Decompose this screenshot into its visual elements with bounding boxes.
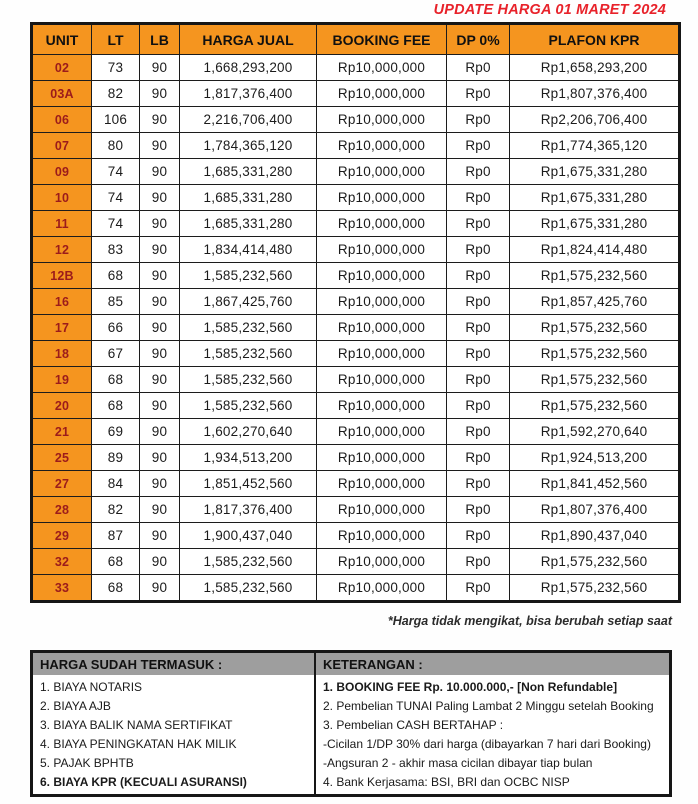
booking-fee-cell: Rp10,000,000 xyxy=(317,523,447,549)
booking-fee-cell: Rp10,000,000 xyxy=(317,367,447,393)
lb-cell: 90 xyxy=(140,341,180,367)
included-panel-title: HARGA SUDAH TERMASUK : xyxy=(33,653,314,675)
unit-cell: 10 xyxy=(32,185,92,211)
plafon-kpr-cell: Rp1,592,270,640 xyxy=(510,419,680,445)
dp-cell: Rp0 xyxy=(447,133,510,159)
lb-cell: 90 xyxy=(140,445,180,471)
plafon-kpr-cell: Rp1,575,232,560 xyxy=(510,341,680,367)
lt-cell: 68 xyxy=(92,367,140,393)
dp-cell: Rp0 xyxy=(447,159,510,185)
booking-fee-cell: Rp10,000,000 xyxy=(317,471,447,497)
table-row xyxy=(32,263,680,289)
column-header: PLAFON KPR xyxy=(510,24,680,55)
lt-cell: 68 xyxy=(92,393,140,419)
column-header: LT xyxy=(92,24,140,55)
harga-jual-cell: 1,834,414,480 xyxy=(180,237,317,263)
table-row xyxy=(32,55,680,81)
dp-cell: Rp0 xyxy=(447,263,510,289)
booking-fee-cell: Rp10,000,000 xyxy=(317,159,447,185)
plafon-kpr-cell: Rp1,824,414,480 xyxy=(510,237,680,263)
booking-fee-cell: Rp10,000,000 xyxy=(317,263,447,289)
table-row xyxy=(32,81,680,107)
booking-fee-cell: Rp10,000,000 xyxy=(317,341,447,367)
table-row xyxy=(32,575,680,602)
table-row xyxy=(32,133,680,159)
lb-cell: 90 xyxy=(140,575,180,602)
harga-jual-cell: 1,602,270,640 xyxy=(180,419,317,445)
lt-cell: 74 xyxy=(92,211,140,237)
keterangan-list-item: 1. BOOKING FEE Rp. 10.000.000,- [Non Refundable] xyxy=(323,680,618,695)
harga-jual-cell: 1,685,331,280 xyxy=(180,185,317,211)
plafon-kpr-cell: Rp1,575,232,560 xyxy=(510,549,680,575)
price-disclaimer: *Harga tidak mengikat, bisa berubah setiap saat xyxy=(387,614,672,628)
lt-cell: 68 xyxy=(92,575,140,602)
unit-cell: 27 xyxy=(32,471,92,497)
unit-cell: 11 xyxy=(32,211,92,237)
unit-cell: 17 xyxy=(32,315,92,341)
lt-cell: 83 xyxy=(92,237,140,263)
unit-cell: 07 xyxy=(32,133,92,159)
unit-cell: 29 xyxy=(32,523,92,549)
dp-cell: Rp0 xyxy=(447,185,510,211)
included-list-item: 5. PAJAK BPHTB xyxy=(40,755,134,770)
plafon-kpr-cell: Rp1,675,331,280 xyxy=(510,185,680,211)
plafon-kpr-cell: Rp1,675,331,280 xyxy=(510,159,680,185)
lt-cell: 68 xyxy=(92,263,140,289)
included-list xyxy=(33,675,314,794)
harga-jual-cell: 1,900,437,040 xyxy=(180,523,317,549)
plafon-kpr-cell: Rp1,675,331,280 xyxy=(510,211,680,237)
keterangan-list-item: 3. Pembelian CASH BERTAHAP : xyxy=(323,718,504,733)
table-row xyxy=(32,497,680,523)
booking-fee-cell: Rp10,000,000 xyxy=(317,107,447,133)
table-row xyxy=(32,211,680,237)
column-header: BOOKING FEE xyxy=(317,24,447,55)
plafon-kpr-cell: Rp1,924,513,200 xyxy=(510,445,680,471)
dp-cell: Rp0 xyxy=(447,367,510,393)
included-list-item: 1. BIAYA NOTARIS xyxy=(40,680,143,695)
table-row xyxy=(32,185,680,211)
booking-fee-cell: Rp10,000,000 xyxy=(317,81,447,107)
plafon-kpr-cell: Rp1,575,232,560 xyxy=(510,575,680,602)
table-row xyxy=(32,419,680,445)
keterangan-list-item: -Cicilan 1/DP 30% dari harga (dibayarkan 7 hari dari Booking) xyxy=(323,736,651,751)
lb-cell: 90 xyxy=(140,81,180,107)
table-row xyxy=(32,393,680,419)
dp-cell: Rp0 xyxy=(447,549,510,575)
harga-jual-cell: 2,216,706,400 xyxy=(180,107,317,133)
table-row xyxy=(32,523,680,549)
table-header xyxy=(32,24,680,55)
lb-cell: 90 xyxy=(140,185,180,211)
unit-cell: 28 xyxy=(32,497,92,523)
price-table-body xyxy=(32,55,680,602)
table-row xyxy=(32,367,680,393)
dp-cell: Rp0 xyxy=(447,393,510,419)
lb-cell: 90 xyxy=(140,523,180,549)
unit-cell: 19 xyxy=(32,367,92,393)
unit-cell: 16 xyxy=(32,289,92,315)
booking-fee-cell: Rp10,000,000 xyxy=(317,445,447,471)
lb-cell: 90 xyxy=(140,263,180,289)
lb-cell: 90 xyxy=(140,289,180,315)
booking-fee-cell: Rp10,000,000 xyxy=(317,133,447,159)
lt-cell: 66 xyxy=(92,315,140,341)
lb-cell: 90 xyxy=(140,107,180,133)
dp-cell: Rp0 xyxy=(447,497,510,523)
harga-jual-cell: 1,585,232,560 xyxy=(180,393,317,419)
table-row xyxy=(32,471,680,497)
dp-cell: Rp0 xyxy=(447,211,510,237)
price-table xyxy=(30,22,681,603)
dp-cell: Rp0 xyxy=(447,289,510,315)
booking-fee-cell: Rp10,000,000 xyxy=(317,237,447,263)
booking-fee-cell: Rp10,000,000 xyxy=(317,315,447,341)
unit-cell: 03A xyxy=(32,81,92,107)
lt-cell: 84 xyxy=(92,471,140,497)
table-row xyxy=(32,289,680,315)
included-panel xyxy=(33,653,316,794)
harga-jual-cell: 1,817,376,400 xyxy=(180,497,317,523)
keterangan-panel xyxy=(316,653,669,794)
harga-jual-cell: 1,867,425,760 xyxy=(180,289,317,315)
unit-cell: 12 xyxy=(32,237,92,263)
column-header: DP 0% xyxy=(447,24,510,55)
included-list-item: 6. BIAYA KPR (KECUALI ASURANSI) xyxy=(40,774,247,789)
harga-jual-cell: 1,585,232,560 xyxy=(180,341,317,367)
column-header: UNIT xyxy=(32,24,92,55)
plafon-kpr-cell: Rp1,575,232,560 xyxy=(510,367,680,393)
included-list-item: 3. BIAYA BALIK NAMA SERTIFIKAT xyxy=(40,718,233,733)
lt-cell: 82 xyxy=(92,497,140,523)
keterangan-list-item: -Angsuran 2 - akhir masa cicilan dibayar tiap bulan xyxy=(323,755,593,770)
dp-cell: Rp0 xyxy=(447,341,510,367)
dp-cell: Rp0 xyxy=(447,237,510,263)
lb-cell: 90 xyxy=(140,133,180,159)
lt-cell: 74 xyxy=(92,185,140,211)
table-row xyxy=(32,549,680,575)
harga-jual-cell: 1,585,232,560 xyxy=(180,263,317,289)
unit-cell: 32 xyxy=(32,549,92,575)
unit-cell: 20 xyxy=(32,393,92,419)
keterangan-panel-title: KETERANGAN : xyxy=(316,653,669,675)
unit-cell: 02 xyxy=(32,55,92,81)
unit-cell: 21 xyxy=(32,419,92,445)
unit-cell: 09 xyxy=(32,159,92,185)
dp-cell: Rp0 xyxy=(447,55,510,81)
table-row xyxy=(32,315,680,341)
lb-cell: 90 xyxy=(140,315,180,341)
dp-cell: Rp0 xyxy=(447,575,510,602)
update-title: UPDATE HARGA 01 MARET 2024 xyxy=(433,2,666,18)
lb-cell: 90 xyxy=(140,55,180,81)
plafon-kpr-cell: Rp1,575,232,560 xyxy=(510,263,680,289)
harga-jual-cell: 1,585,232,560 xyxy=(180,367,317,393)
lb-cell: 90 xyxy=(140,419,180,445)
booking-fee-cell: Rp10,000,000 xyxy=(317,211,447,237)
harga-jual-cell: 1,585,232,560 xyxy=(180,549,317,575)
lt-cell: 82 xyxy=(92,81,140,107)
booking-fee-cell: Rp10,000,000 xyxy=(317,549,447,575)
lt-cell: 69 xyxy=(92,419,140,445)
included-list-item: 2. BIAYA AJB xyxy=(40,699,111,714)
keterangan-list-item: 4. Bank Kerjasama: BSI, BRI dan OCBC NISP xyxy=(323,774,570,789)
plafon-kpr-cell: Rp1,774,365,120 xyxy=(510,133,680,159)
lt-cell: 74 xyxy=(92,159,140,185)
unit-cell: 25 xyxy=(32,445,92,471)
lb-cell: 90 xyxy=(140,367,180,393)
harga-jual-cell: 1,585,232,560 xyxy=(180,315,317,341)
booking-fee-cell: Rp10,000,000 xyxy=(317,55,447,81)
included-list-item: 4. BIAYA PENINGKATAN HAK MILIK xyxy=(40,736,237,751)
plafon-kpr-cell: Rp1,841,452,560 xyxy=(510,471,680,497)
booking-fee-cell: Rp10,000,000 xyxy=(317,393,447,419)
lt-cell: 85 xyxy=(92,289,140,315)
table-row xyxy=(32,445,680,471)
dp-cell: Rp0 xyxy=(447,445,510,471)
unit-cell: 12B xyxy=(32,263,92,289)
lb-cell: 90 xyxy=(140,549,180,575)
lt-cell: 73 xyxy=(92,55,140,81)
booking-fee-cell: Rp10,000,000 xyxy=(317,575,447,602)
dp-cell: Rp0 xyxy=(447,471,510,497)
lt-cell: 80 xyxy=(92,133,140,159)
plafon-kpr-cell: Rp1,807,376,400 xyxy=(510,497,680,523)
plafon-kpr-cell: Rp2,206,706,400 xyxy=(510,107,680,133)
keterangan-list xyxy=(316,675,669,794)
harga-jual-cell: 1,685,331,280 xyxy=(180,211,317,237)
plafon-kpr-cell: Rp1,890,437,040 xyxy=(510,523,680,549)
table-row xyxy=(32,237,680,263)
lb-cell: 90 xyxy=(140,393,180,419)
dp-cell: Rp0 xyxy=(447,315,510,341)
harga-jual-cell: 1,784,365,120 xyxy=(180,133,317,159)
info-box xyxy=(30,650,672,797)
lt-cell: 87 xyxy=(92,523,140,549)
plafon-kpr-cell: Rp1,807,376,400 xyxy=(510,81,680,107)
dp-cell: Rp0 xyxy=(447,419,510,445)
lb-cell: 90 xyxy=(140,211,180,237)
table-row xyxy=(32,341,680,367)
dp-cell: Rp0 xyxy=(447,81,510,107)
booking-fee-cell: Rp10,000,000 xyxy=(317,419,447,445)
harga-jual-cell: 1,934,513,200 xyxy=(180,445,317,471)
plafon-kpr-cell: Rp1,575,232,560 xyxy=(510,315,680,341)
table-header-row xyxy=(32,24,680,55)
table-row xyxy=(32,107,680,133)
unit-cell: 06 xyxy=(32,107,92,133)
unit-cell: 18 xyxy=(32,341,92,367)
table-row xyxy=(32,159,680,185)
plafon-kpr-cell: Rp1,575,232,560 xyxy=(510,393,680,419)
booking-fee-cell: Rp10,000,000 xyxy=(317,185,447,211)
lb-cell: 90 xyxy=(140,159,180,185)
lt-cell: 89 xyxy=(92,445,140,471)
plafon-kpr-cell: Rp1,857,425,760 xyxy=(510,289,680,315)
keterangan-list-item: 2. Pembelian TUNAI Paling Lambat 2 Minggu setelah Booking xyxy=(323,699,654,714)
column-header: HARGA JUAL xyxy=(180,24,317,55)
harga-jual-cell: 1,685,331,280 xyxy=(180,159,317,185)
dp-cell: Rp0 xyxy=(447,107,510,133)
harga-jual-cell: 1,585,232,560 xyxy=(180,575,317,602)
unit-cell: 33 xyxy=(32,575,92,602)
column-header: LB xyxy=(140,24,180,55)
booking-fee-cell: Rp10,000,000 xyxy=(317,289,447,315)
lt-cell: 68 xyxy=(92,549,140,575)
lb-cell: 90 xyxy=(140,471,180,497)
booking-fee-cell: Rp10,000,000 xyxy=(317,497,447,523)
lb-cell: 90 xyxy=(140,497,180,523)
plafon-kpr-cell: Rp1,658,293,200 xyxy=(510,55,680,81)
harga-jual-cell: 1,817,376,400 xyxy=(180,81,317,107)
harga-jual-cell: 1,668,293,200 xyxy=(180,55,317,81)
lt-cell: 67 xyxy=(92,341,140,367)
lb-cell: 90 xyxy=(140,237,180,263)
lt-cell: 106 xyxy=(92,107,140,133)
harga-jual-cell: 1,851,452,560 xyxy=(180,471,317,497)
dp-cell: Rp0 xyxy=(447,523,510,549)
